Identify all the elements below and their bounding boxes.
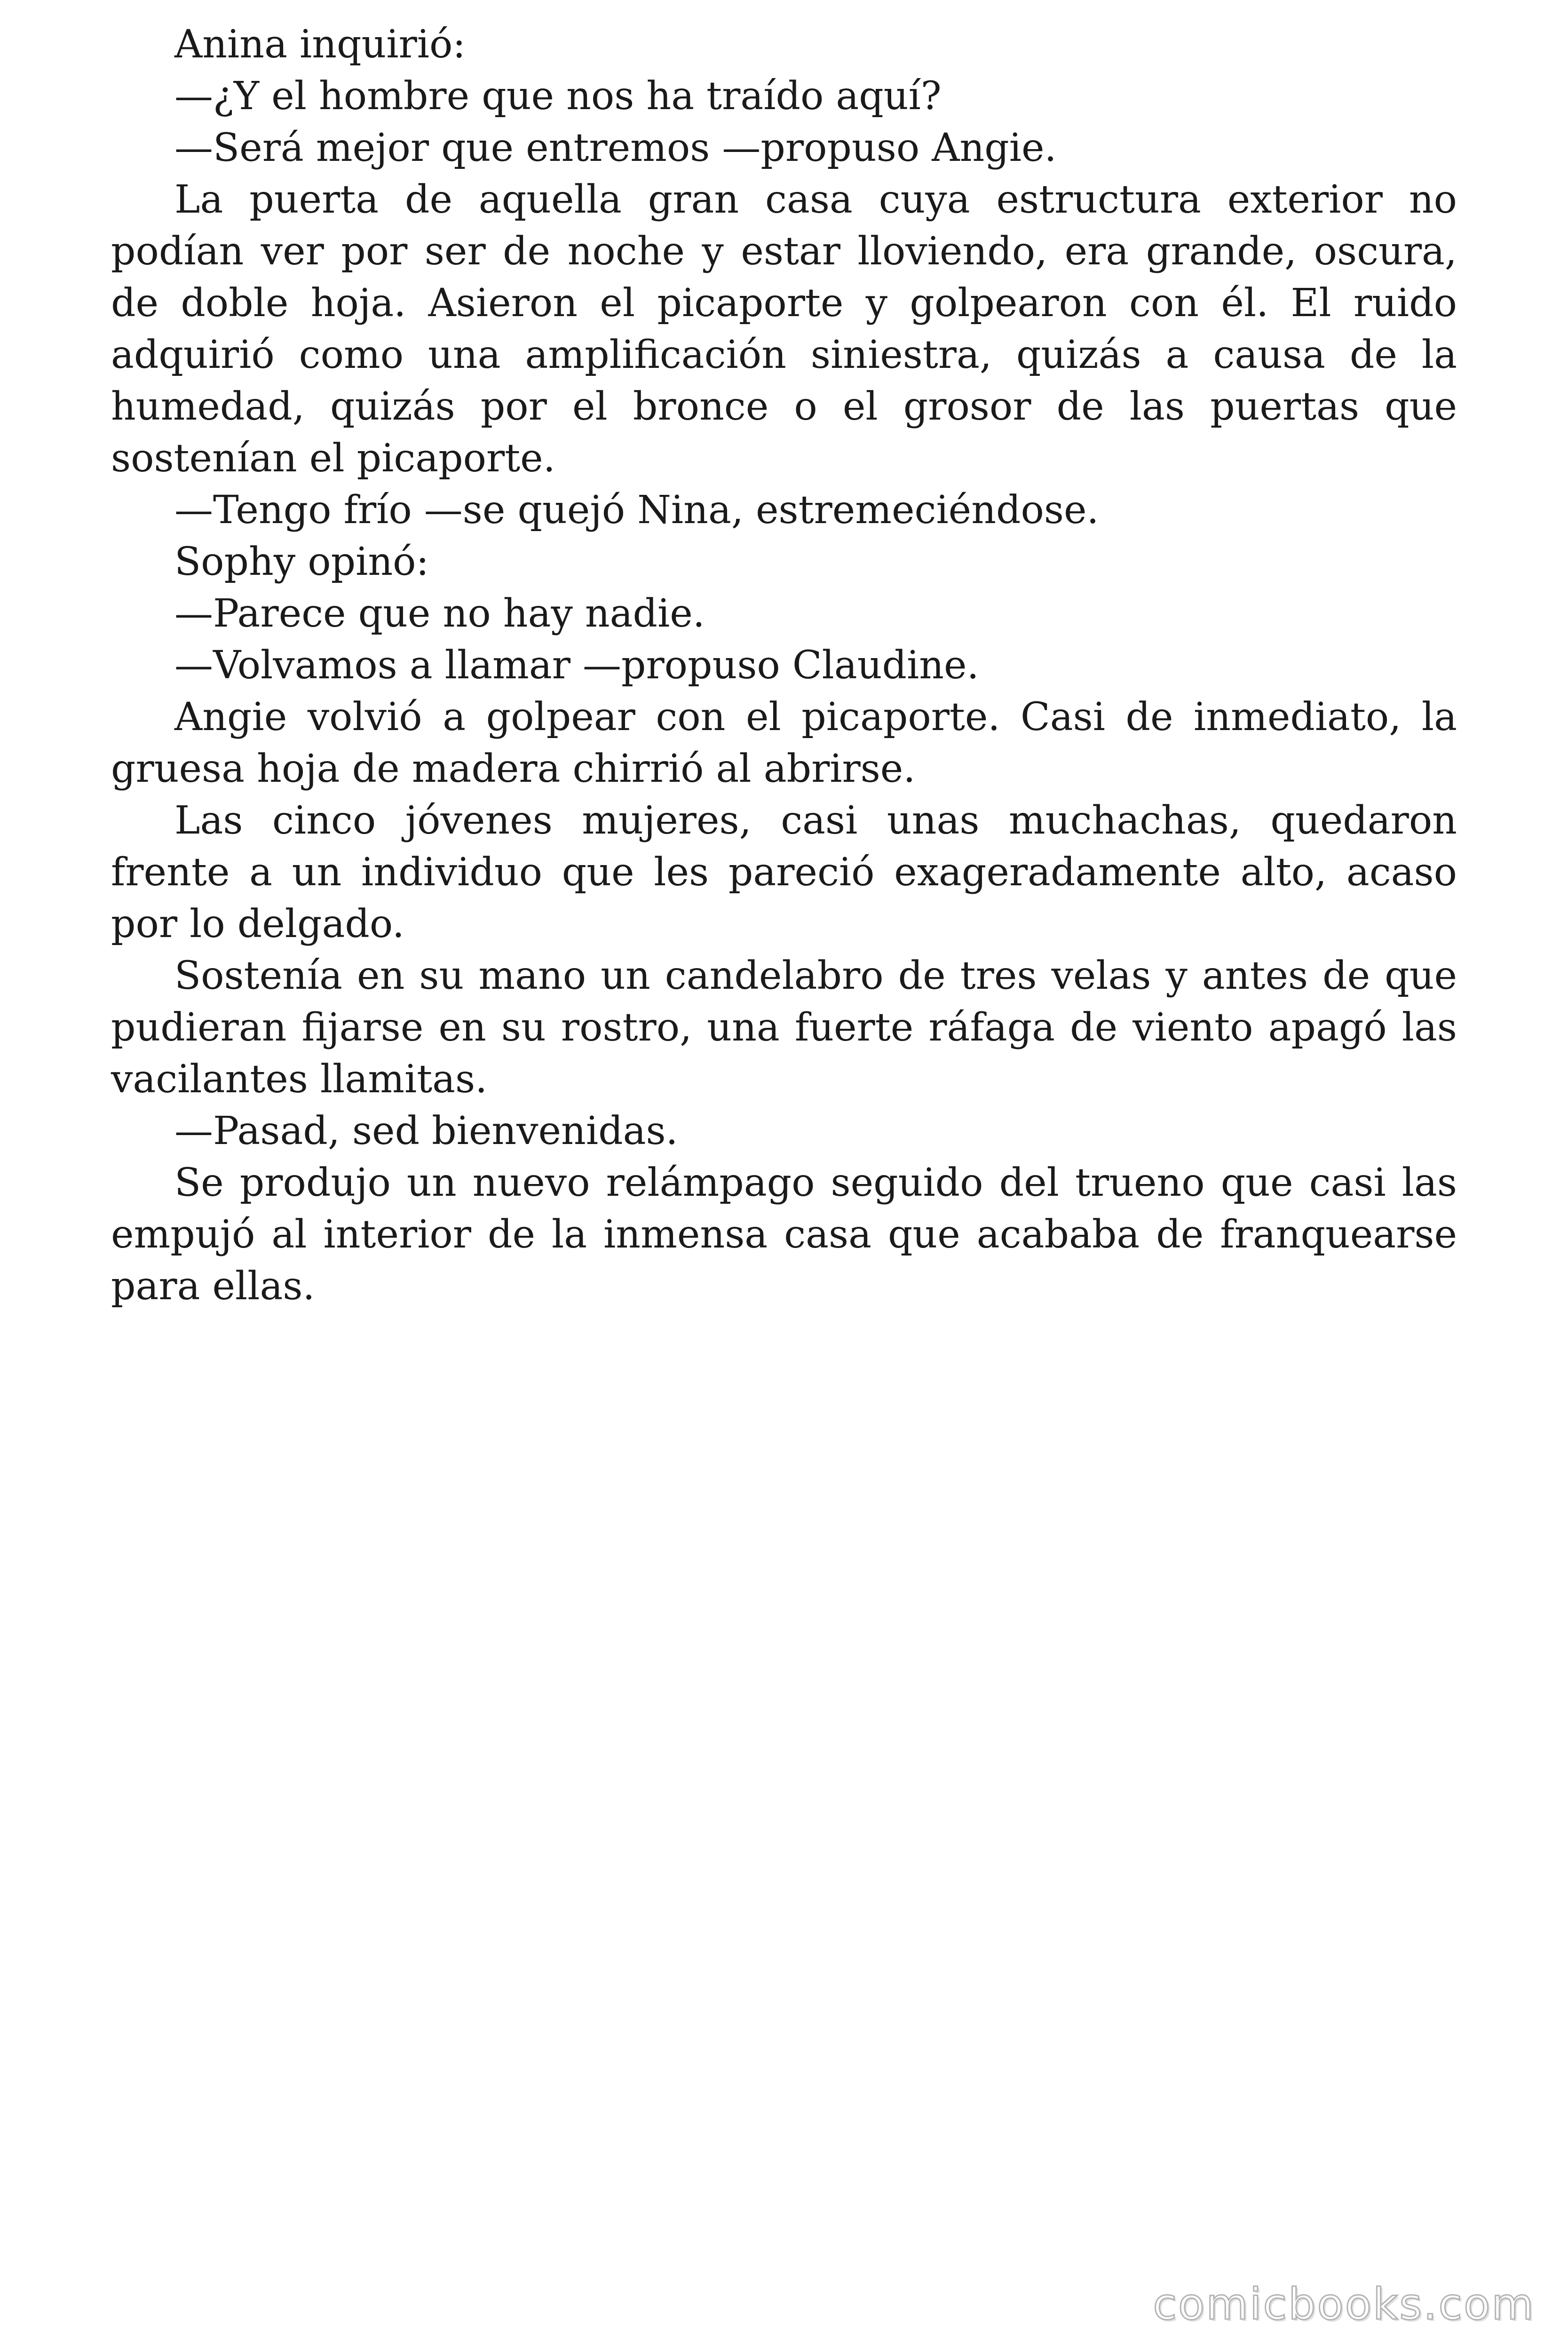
paragraph: —Tengo frío —se quejó Nina, estremeciéndose. [174, 488, 1099, 532]
paragraph: Anina inquirió: [174, 22, 466, 67]
paragraph: —Volvamos a llamar —propuso Claudine. [174, 643, 979, 688]
paragraph: Las cinco jóvenes mujeres, casi unas muchachas, quedaron frente a un individuo que les pareció exageradamente alto, acaso por lo delgado. [111, 798, 1457, 946]
paragraph: —Será mejor que entremos —propuso Angie. [174, 126, 1057, 170]
paragraph: Angie volvió a golpear con el picaporte. Casi de inmediato, la gruesa hoja de madera chirrió al abrirse. [111, 695, 1457, 791]
paragraph: Sostenía en su mano un candelabro de tres velas y antes de que pudieran fijarse en su rostro, una fuerte ráfaga de viento apagó las vacilantes llamitas. [111, 954, 1457, 1102]
paragraph: —Parece que no hay nadie. [174, 591, 705, 636]
watermark: comicbooks.com [1153, 2279, 1535, 2329]
paragraph: La puerta de aquella gran casa cuya estructura exterior no podían ver por ser de noche y estar lloviendo, era grande, oscura, de doble hoja. Asieron el picaporte y golpearon con él. El ruido adquirió como una amplificación siniestra, quizás a causa de la humedad, quizás por el bronce o el grosor de las puertas que sostenían el picaporte. [111, 177, 1457, 481]
paragraph: Se produjo un nuevo relámpago seguido del trueno que casi las empujó al interior de la inmensa casa que acababa de franquearse para ellas. [111, 1160, 1457, 1309]
paragraph: —¿Y el hombre que nos ha traído aquí? [174, 74, 942, 119]
page-text [111, 19, 1457, 1312]
paragraph: Sophy opinó: [174, 540, 429, 584]
paragraph: —Pasad, sed bienvenidas. [174, 1109, 678, 1153]
